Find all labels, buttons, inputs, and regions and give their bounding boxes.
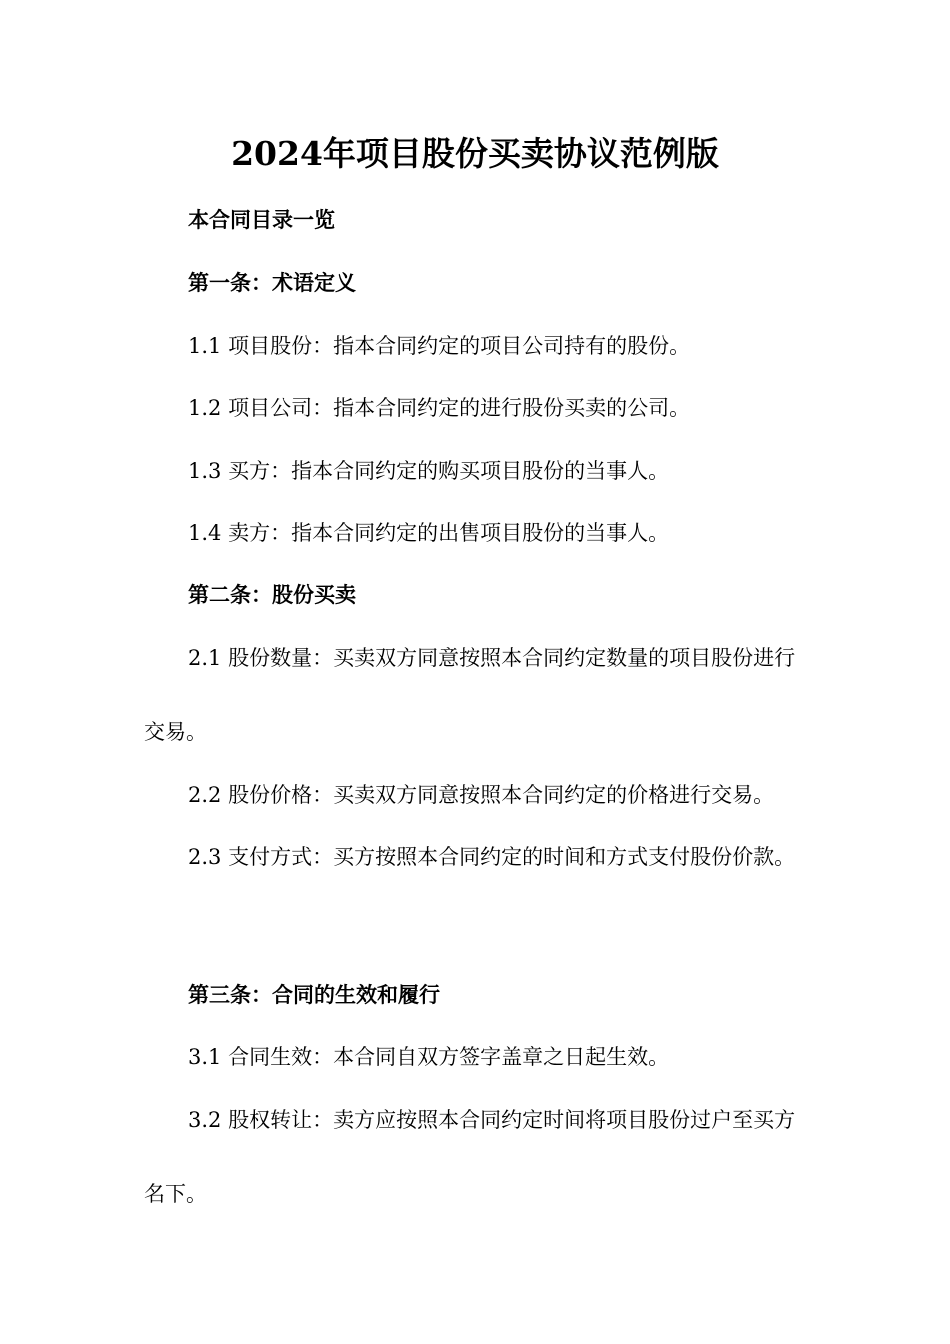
clause-3-1: 3.1 合同生效：本合同自双方签字盖章之日起生效。 — [188, 1045, 670, 1069]
document-title: 2024年项目股份买卖协议范例版 — [231, 134, 719, 173]
section-heading-3: 第三条：合同的生效和履行 — [188, 983, 440, 1007]
clause-3-2: 3.2 股权转让：卖方应按照本合同约定时间将项目股份过户至买方名下。 — [144, 1108, 796, 1206]
section-heading-1: 第一条：术语定义 — [188, 271, 356, 295]
toc-heading: 本合同目录一览 — [188, 208, 335, 232]
clause-2-3: 2.3 支付方式：买方按照本合同约定的时间和方式支付股份价款。 — [188, 845, 796, 869]
clause-1-1: 1.1 项目股份：指本合同约定的项目公司持有的股份。 — [188, 334, 691, 358]
clause-1-4: 1.4 卖方：指本合同约定的出售项目股份的当事人。 — [188, 521, 670, 545]
clause-1-2: 1.2 项目公司：指本合同约定的进行股份买卖的公司。 — [188, 396, 691, 420]
clause-1-3: 1.3 买方：指本合同约定的购买项目股份的当事人。 — [188, 459, 670, 483]
clause-2-2: 2.2 股份价格：买卖双方同意按照本合同约定的价格进行交易。 — [188, 783, 775, 807]
clause-2-1: 2.1 股份数量：买卖双方同意按照本合同约定数量的项目股份进行交易。 — [144, 646, 796, 744]
section-heading-2: 第二条：股份买卖 — [188, 583, 356, 607]
